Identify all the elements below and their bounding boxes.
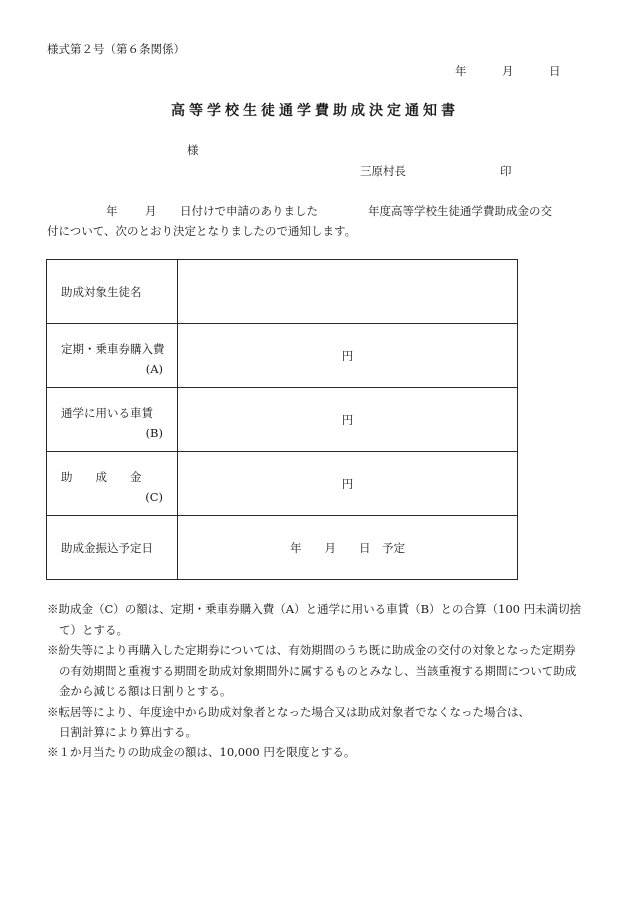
row-sub-c: (C): [145, 490, 163, 504]
value-cell-transfer-date[interactable]: 年 月 日 予定: [178, 516, 518, 580]
table-row: [47, 260, 518, 324]
value-cell-subsidy[interactable]: 円: [178, 452, 518, 516]
note-2-line-2: の有効期間と重複する期間を助成対象期間外に属するものとみなし、当該重複する期間について助成: [59, 664, 577, 678]
label-cell: [47, 516, 178, 580]
date-day-label: 日: [549, 64, 561, 78]
table-row: [47, 388, 518, 452]
row-sub-a: (A): [145, 362, 163, 376]
row-label-student-name: 助成対象生徒名: [61, 285, 142, 299]
note-3-line-1: ※転居等により、年度途中から助成対象者となった場合又は助成対象者でなくなった場合は、: [47, 705, 530, 719]
body-day-text: 日付けで申請のありました: [180, 204, 318, 218]
table-row: [47, 324, 518, 388]
date-month-label: 月: [502, 64, 514, 78]
document-title: 高等学校生徒通学費助成決定通知書: [171, 103, 459, 119]
date-year-label: 年: [455, 64, 467, 78]
note-2-line-3: 金から減じる額は日割りとする。: [59, 684, 232, 698]
note-1-line-2: て）とする。: [59, 623, 128, 637]
form-number: 様式第２号（第６条関係）: [47, 42, 185, 56]
note-1-line-1: ※助成金（C）の額は、定期・乗車券購入費（A）と通学に用いる車賃（B）との合算（100 円未満切捨: [47, 602, 582, 616]
body-year-label: 年: [106, 204, 118, 218]
row-sub-b: (B): [145, 426, 163, 440]
row-label-pass-cost: 定期・乗車券購入費: [61, 342, 165, 356]
body-month-label: 月: [145, 204, 157, 218]
row-label-fare: 通学に用いる車賃: [61, 406, 153, 420]
row-label-subsidy: 助 成 金: [61, 470, 142, 484]
note-3-line-2: 日割計算により算出する。: [59, 725, 197, 739]
body-line-2: 付について、次のとおり決定となりましたので通知します。: [47, 224, 357, 238]
label-cell: [47, 452, 178, 516]
label-cell: [47, 388, 178, 452]
table-row: [47, 516, 518, 580]
value-cell-fare[interactable]: 円: [178, 388, 518, 452]
body-rest-text: 年度高等学校生徒通学費助成金の交: [368, 204, 552, 218]
note-2-line-1: ※紛失等により再購入した定期券については、有効期間のうち既に助成金の交付の対象となった定期券: [47, 643, 576, 657]
label-cell: [47, 260, 178, 324]
form-table: [46, 259, 518, 580]
note-4-line-1: ※１か月当たりの助成金の額は、10,000 円を限度とする。: [47, 745, 356, 759]
value-cell-student-name[interactable]: [178, 260, 518, 324]
issuer-name: 三原村長: [360, 164, 406, 178]
label-cell: [47, 324, 178, 388]
addressee-suffix: 様: [187, 143, 199, 157]
value-cell-pass-cost[interactable]: 円: [178, 324, 518, 388]
seal-mark: 印: [500, 164, 512, 178]
row-label-transfer-date: 助成金振込予定日: [61, 541, 153, 555]
table-row: [47, 452, 518, 516]
